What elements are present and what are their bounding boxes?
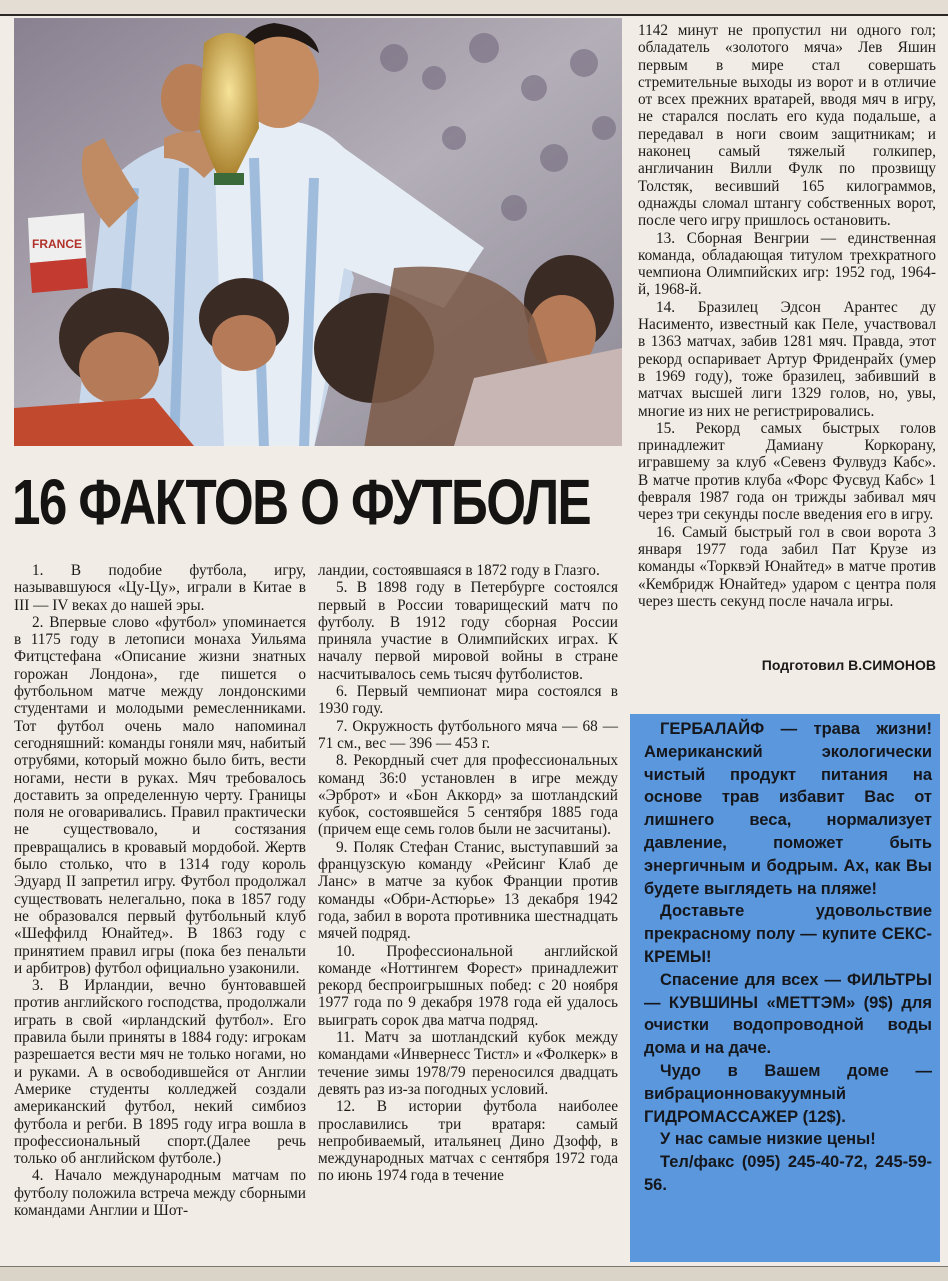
fact-6: 6. Первый чемпионат мира состоялся в 1930 году. xyxy=(318,683,618,718)
fact-4-end: ландии, состоявшаяся в 1872 году в Глазго. xyxy=(318,562,600,579)
advertisement-box xyxy=(630,714,940,1262)
fact-7: 7. Окружность футбольного мяча — 68 — 71 см., вес — 396 — 453 г. xyxy=(318,717,618,752)
text-column-1 xyxy=(14,562,306,1219)
ad-filters: Спасение для всех — ФИЛЬТРЫ — КУВШИНЫ «МЕТТЭМ» (9$) для очистки водопроводной воды дома и на даче. xyxy=(644,970,932,1058)
fact-5: 5. В 1898 году в Петербурге состоялся первый в России товарищеский матч по футболу. В 1912 году сборная России приняла участие в Олимпийских играх. К началу первой мировой войны в стране насчитывалось семь тысяч футболистов. xyxy=(318,579,618,683)
fact-2: 2. Впервые слово «футбол» упоминается в 1175 году в летописи монаха Уильяма Фитцстефана «Описание жизни знатных горожан Лондона», где пишется о футбольном матче между лондонскими студентами и молодыми ремесленниками. Тот футбол очень мало напоминал сегодняшний: команды гоняли мяч, набитый отрубями, который можно было бить, вести ногами, нести в руках. Мяч требовалось доставить за определенную черту. Границы поля не оговаривались. Правил практически не существовало, и состязания превращались в кровавый мордобой. Жертв было столько, что в 1314 году король Эдуард II запретил игру. Футбол продолжал существовать нелегально, пока в 1857 году не образовался первый футбольный клуб «Шеффилд Юнайтед». В 1863 году с принятием правил игры (пока без пенальти и арбитров) футбол официально узаконили. xyxy=(14,613,306,977)
author-credit: Подготовил В.СИМОНОВ xyxy=(761,657,936,673)
fact-4-start: 4. Начало международным матчам по футболу положила встреча между сборными командами Англии и Шот- xyxy=(14,1167,306,1219)
ad-phone: Тел/факс (095) 245-40-72, 245-59-56. xyxy=(644,1153,932,1194)
fact-16: 16. Самый быстрый гол в свои ворота 3 января 1977 года забил Пат Крузе из команды «Торквэй Юнайтед» в матче против «Кембридж Юнайтед» ударом с центра поля через шесть секунд после начала игры. xyxy=(638,523,936,610)
fact-14: 14. Бразилец Эдсон Арантес ду Насименто, известный как Пеле, участвовал в 1363 матчах, забив 1281 мяч. Правда, этот рекорд оспаривает Артур Фриденрайх (умер в 1969 году), тоже бразилец, забивший в матчах высшей лиги 1329 голов, но, увы, многие из них не регистрировались. xyxy=(638,298,936,420)
fact-15: 15. Рекорд самых быстрых голов принадлежит Дамиану Коркорану, игравшему за клуб «Севенз Фулвудз Кабс». В матче против клуба «Форс Фусвуд Кабс» 1 февраля 1987 года он трижды забивал мяч через три секунды после введения его в игру. xyxy=(638,419,936,524)
fact-1: 1. В подобие футбола, игру, называвшуюся «Цу-Цу», играли в Китае в III — IV веках до нашей эры. xyxy=(14,562,306,614)
ad-prices: У нас самые низкие цены! xyxy=(660,1130,876,1149)
ad-massager: Чудо в Вашем доме — вибрационновакуумный ГИДРОМАССАЖЕР (12$). xyxy=(644,1061,932,1126)
page-top-edge xyxy=(0,0,948,16)
fact-11: 11. Матч за шотландский кубок между командами «Инвернесс Тистл» и «Фолкерк» в течение зимы 1978/79 переносился двадцать девять раз из-за погодных условий. xyxy=(318,1029,618,1098)
flag-text: FRANCE xyxy=(32,237,82,251)
fact-8: 8. Рекордный счет для профессиональных команд 36:0 установлен в игре между «Эрброт» и «Бон Аккорд» за шотландский кубок, состоявшейся 5 сентября 1885 года (причем еще семь голов были не засчитаны). xyxy=(318,752,618,839)
fact-12-start: 12. В истории футбола наиболее прославились три вратаря: самый непробиваемый, итальянец Дино Дзофф, в международных матчах с сентября 1972 года по июнь 1974 года в течение xyxy=(318,1098,618,1185)
ad-herbalife: ГЕРБАЛАЙФ — трава жизни! Американский экологически чистый продукт питания на основе трав избавит Вас от лишнего веса, нормализует давление, поможет быть энергичным и бодрым. Ах, как Вы будете выглядеть на пляже! xyxy=(644,720,932,898)
fact-13: 13. Сборная Венгрии — единственная команда, обладающая титулом трехкратного чемпиона Олимпийских игр: 1952 год, 1964-й, 1968-й. xyxy=(638,229,936,299)
page-bottom-edge xyxy=(0,1266,948,1281)
photo-illustration xyxy=(14,18,622,446)
fact-12-end: 1142 минут не пропустил ни одного гол; обладатель «золотого мяча» Лев Яшин первым в мире стал совершать стремительные выходы из ворот и в отличие от всех прежних вратарей, вводя мяч в игру, не старался послать его куда подальше, а передавал в ноги своим защитникам; и наконец самый тяжелый голкипер, англичанин Вилли Фулк по прозвищу Толстяк, весивший 165 килограммов, однажды сломал штангу собственных ворот, после чего игру пришлось остановить. xyxy=(638,22,936,230)
text-column-2 xyxy=(318,562,618,1185)
fact-3: 3. В Ирландии, вечно бунтовавшей против английского господства, продолжали играть в свой «ирландский футбол». Его правила были приняты в 1884 году: игрокам разрешается вести мяч не только ногами, но и руками. А в освободившейся от Англии Америке студенты колледжей создали американский футбол, некий симбиоз футбола и регби. В 1895 году игра вошла в профессиональный спорт.(Далее речь только об английском футболе.) xyxy=(14,977,306,1168)
text-column-3 xyxy=(638,22,936,610)
ad-creams: Доставьте удовольствие прекрасному полу — купите СЕКС-КРЕМЫ! xyxy=(644,902,932,966)
article-headline: 16 ФАКТОВ О ФУТБОЛЕ xyxy=(12,466,591,538)
fact-10: 10. Профессиональной английской команде «Ноттингем Форест» принадлежит рекорд беспроигрышных побед: с 20 ноября 1977 года по 9 декабря 1978 года ей удалось выиграть сорок два матча подряд. xyxy=(318,942,618,1029)
fact-9: 9. Поляк Стефан Станис, выступавший за французскую команду «Рейсинг Клаб де Ланс» в матче за кубок Франции против команды «Обри-Астюрье» 13 декабря 1942 года, забил в ворота противника шестнадцать мячей подряд. xyxy=(318,838,618,943)
article-photo xyxy=(14,18,622,446)
